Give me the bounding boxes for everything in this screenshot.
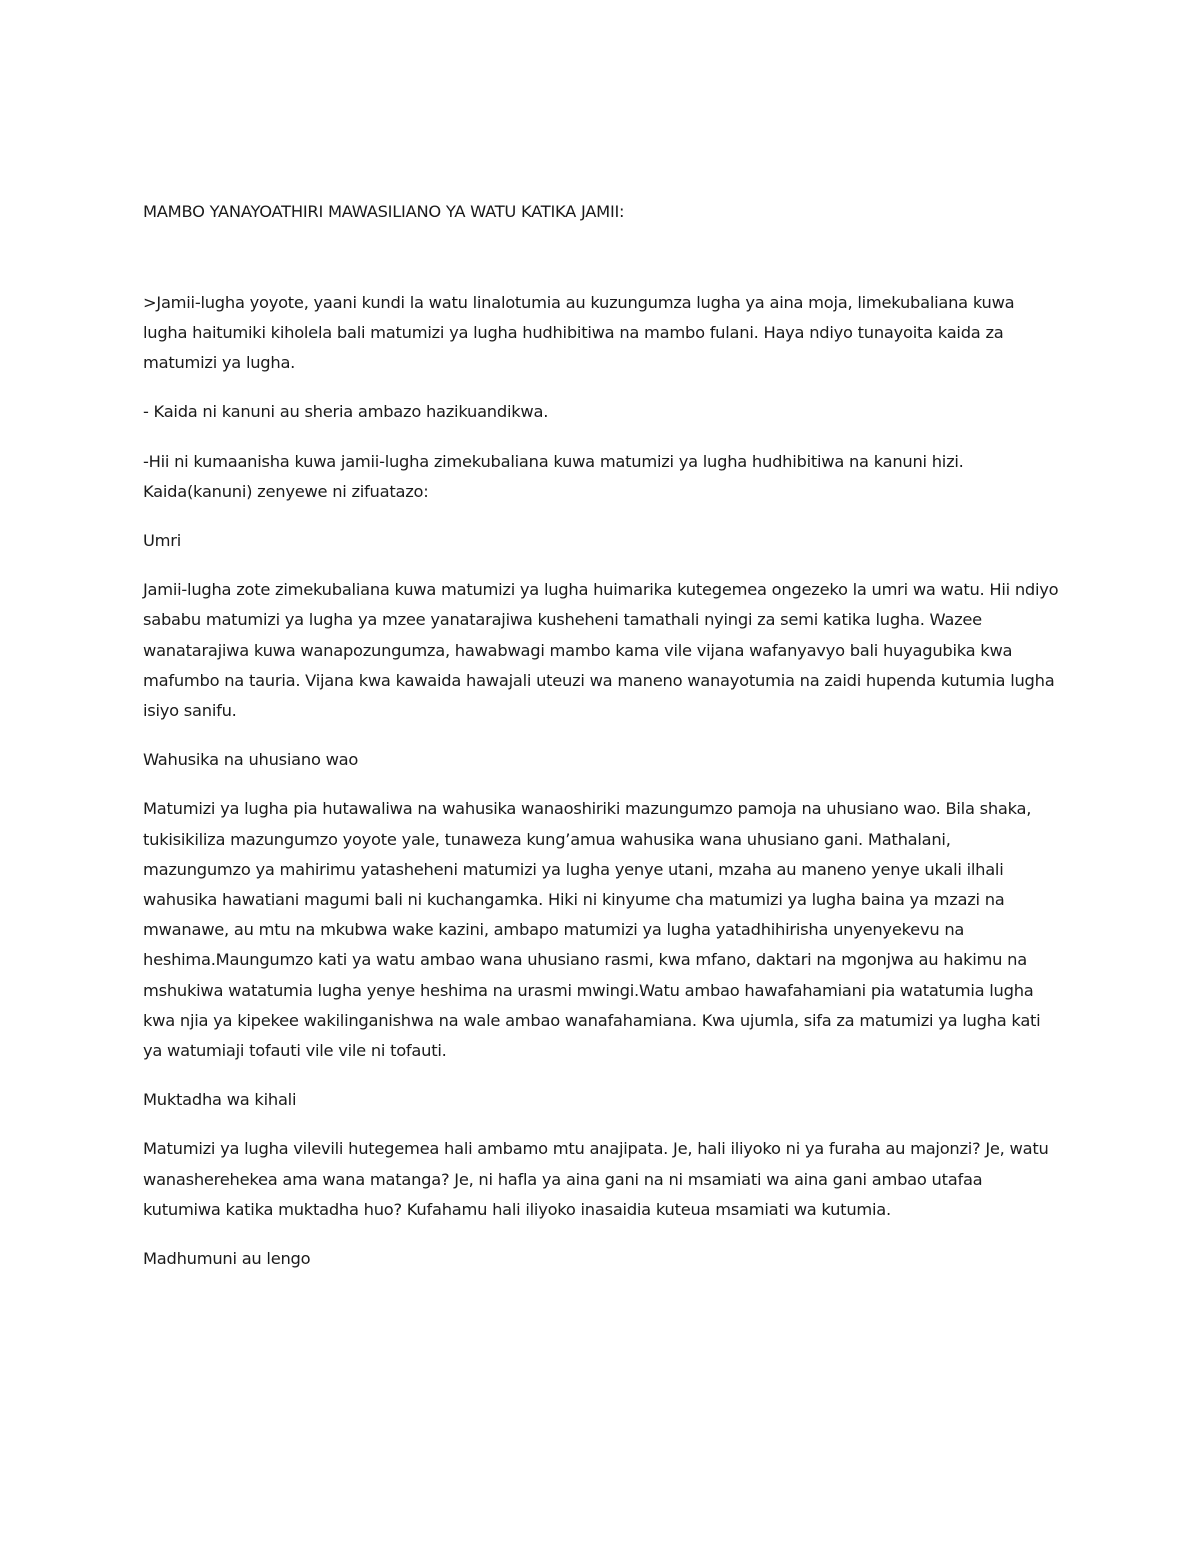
point-paragraph-2: -Hii ni kumaanisha kuwa jamii-lugha zimekubaliana kuwa matumizi ya lugha hudhibitiwa na kanuni hizi. Kaida(kanuni) zenyewe ni zifuatazo:: [143, 451, 964, 501]
section-body-umri: Jamii-lugha zote zimekubaliana kuwa matumizi ya lugha huimarika kutegemea ongezeko la umri wa watu. Hii ndiyo sababu matumizi ya lugha ya mzee yanatarajiwa kusheheni tamathali nyingi za semi katika lugha. Wazee wanatarajiwa kuwa wanapozungumza, hawabwagi mambo kama vile vijana wafanyavyo bali huyagubika kwa mafumbo na tauria. Vijana kwa kawaida hawajali uteuzi wa maneno wanayotumia na zaidi hupenda kutumia lugha isiyo sanifu.: [143, 580, 1059, 721]
document-title: MAMBO YANAYOATHIRI MAWASILIANO YA WATU KATIKA JAMII:: [143, 202, 625, 221]
section-heading-madhumuni: Madhumuni au lengo: [143, 1249, 311, 1269]
section-body-muktadha: Matumizi ya lugha vilevili hutegemea hali ambamo mtu anajipata. Je, hali iliyoko ni ya furaha au majonzi? Je, watu wanasherehekea ama wana matanga? Je, ni hafla ya aina gani na ni msamiati wa aina gani ambao utafaa kutumiwa katika muktadha huo? Kufahamu hali iliyoko inasaidia kuteua msamiati wa kutumia.: [143, 1139, 1049, 1219]
document-body: [143, 197, 1063, 1293]
point-paragraph-1: - Kaida ni kanuni au sheria ambazo hazikuandikwa.: [143, 402, 549, 422]
intro-paragraph: >Jamii-lugha yoyote, yaani kundi la watu linalotumia au kuzungumza lugha ya aina moja, limekubaliana kuwa lugha haitumiki kiholela bali matumizi ya lugha hudhibitiwa na mambo fulani. Haya ndiyo tunayoita kaida za matumizi ya lugha.: [143, 292, 1015, 373]
section-heading-wahusika: Wahusika na uhusiano wao: [143, 750, 359, 770]
section-heading-umri: Umri: [143, 531, 181, 551]
section-body-wahusika: Matumizi ya lugha pia hutawaliwa na wahusika wanaoshiriki mazungumzo pamoja na uhusiano wao. Bila shaka, tukisikiliza mazungumzo yoyote yale, tunaweza kung’amua wahusika wana uhusiano gani. Mathalani, mazungumzo ya mahirimu yatasheheni matumizi ya lugha yenye utani, mzaha au maneno yenye ukali ilhali wahusika hawatiani magumi bali ni kuchangamka. Hiki ni kinyume cha matumizi ya lugha baina ya mzazi na mwanawe, au mtu na mkubwa wake kazini, ambapo matumizi ya lugha yatadhihirisha unyenyekevu na heshima.Maungumzo kati ya watu ambao wana uhusiano rasmi, kwa mfano, daktari na mgonjwa au hakimu na mshukiwa watatumia lugha yenye heshima na urasmi mwingi.Watu ambao hawafahamiani pia watatumia lugha kwa njia ya kipekee wakilinganishwa na wale ambao wanafahamiana. Kwa ujumla, sifa za matumizi ya lugha kati ya watumiaji tofauti vile vile ni tofauti.: [143, 799, 1041, 1061]
section-heading-muktadha: Muktadha wa kihali: [143, 1090, 297, 1110]
